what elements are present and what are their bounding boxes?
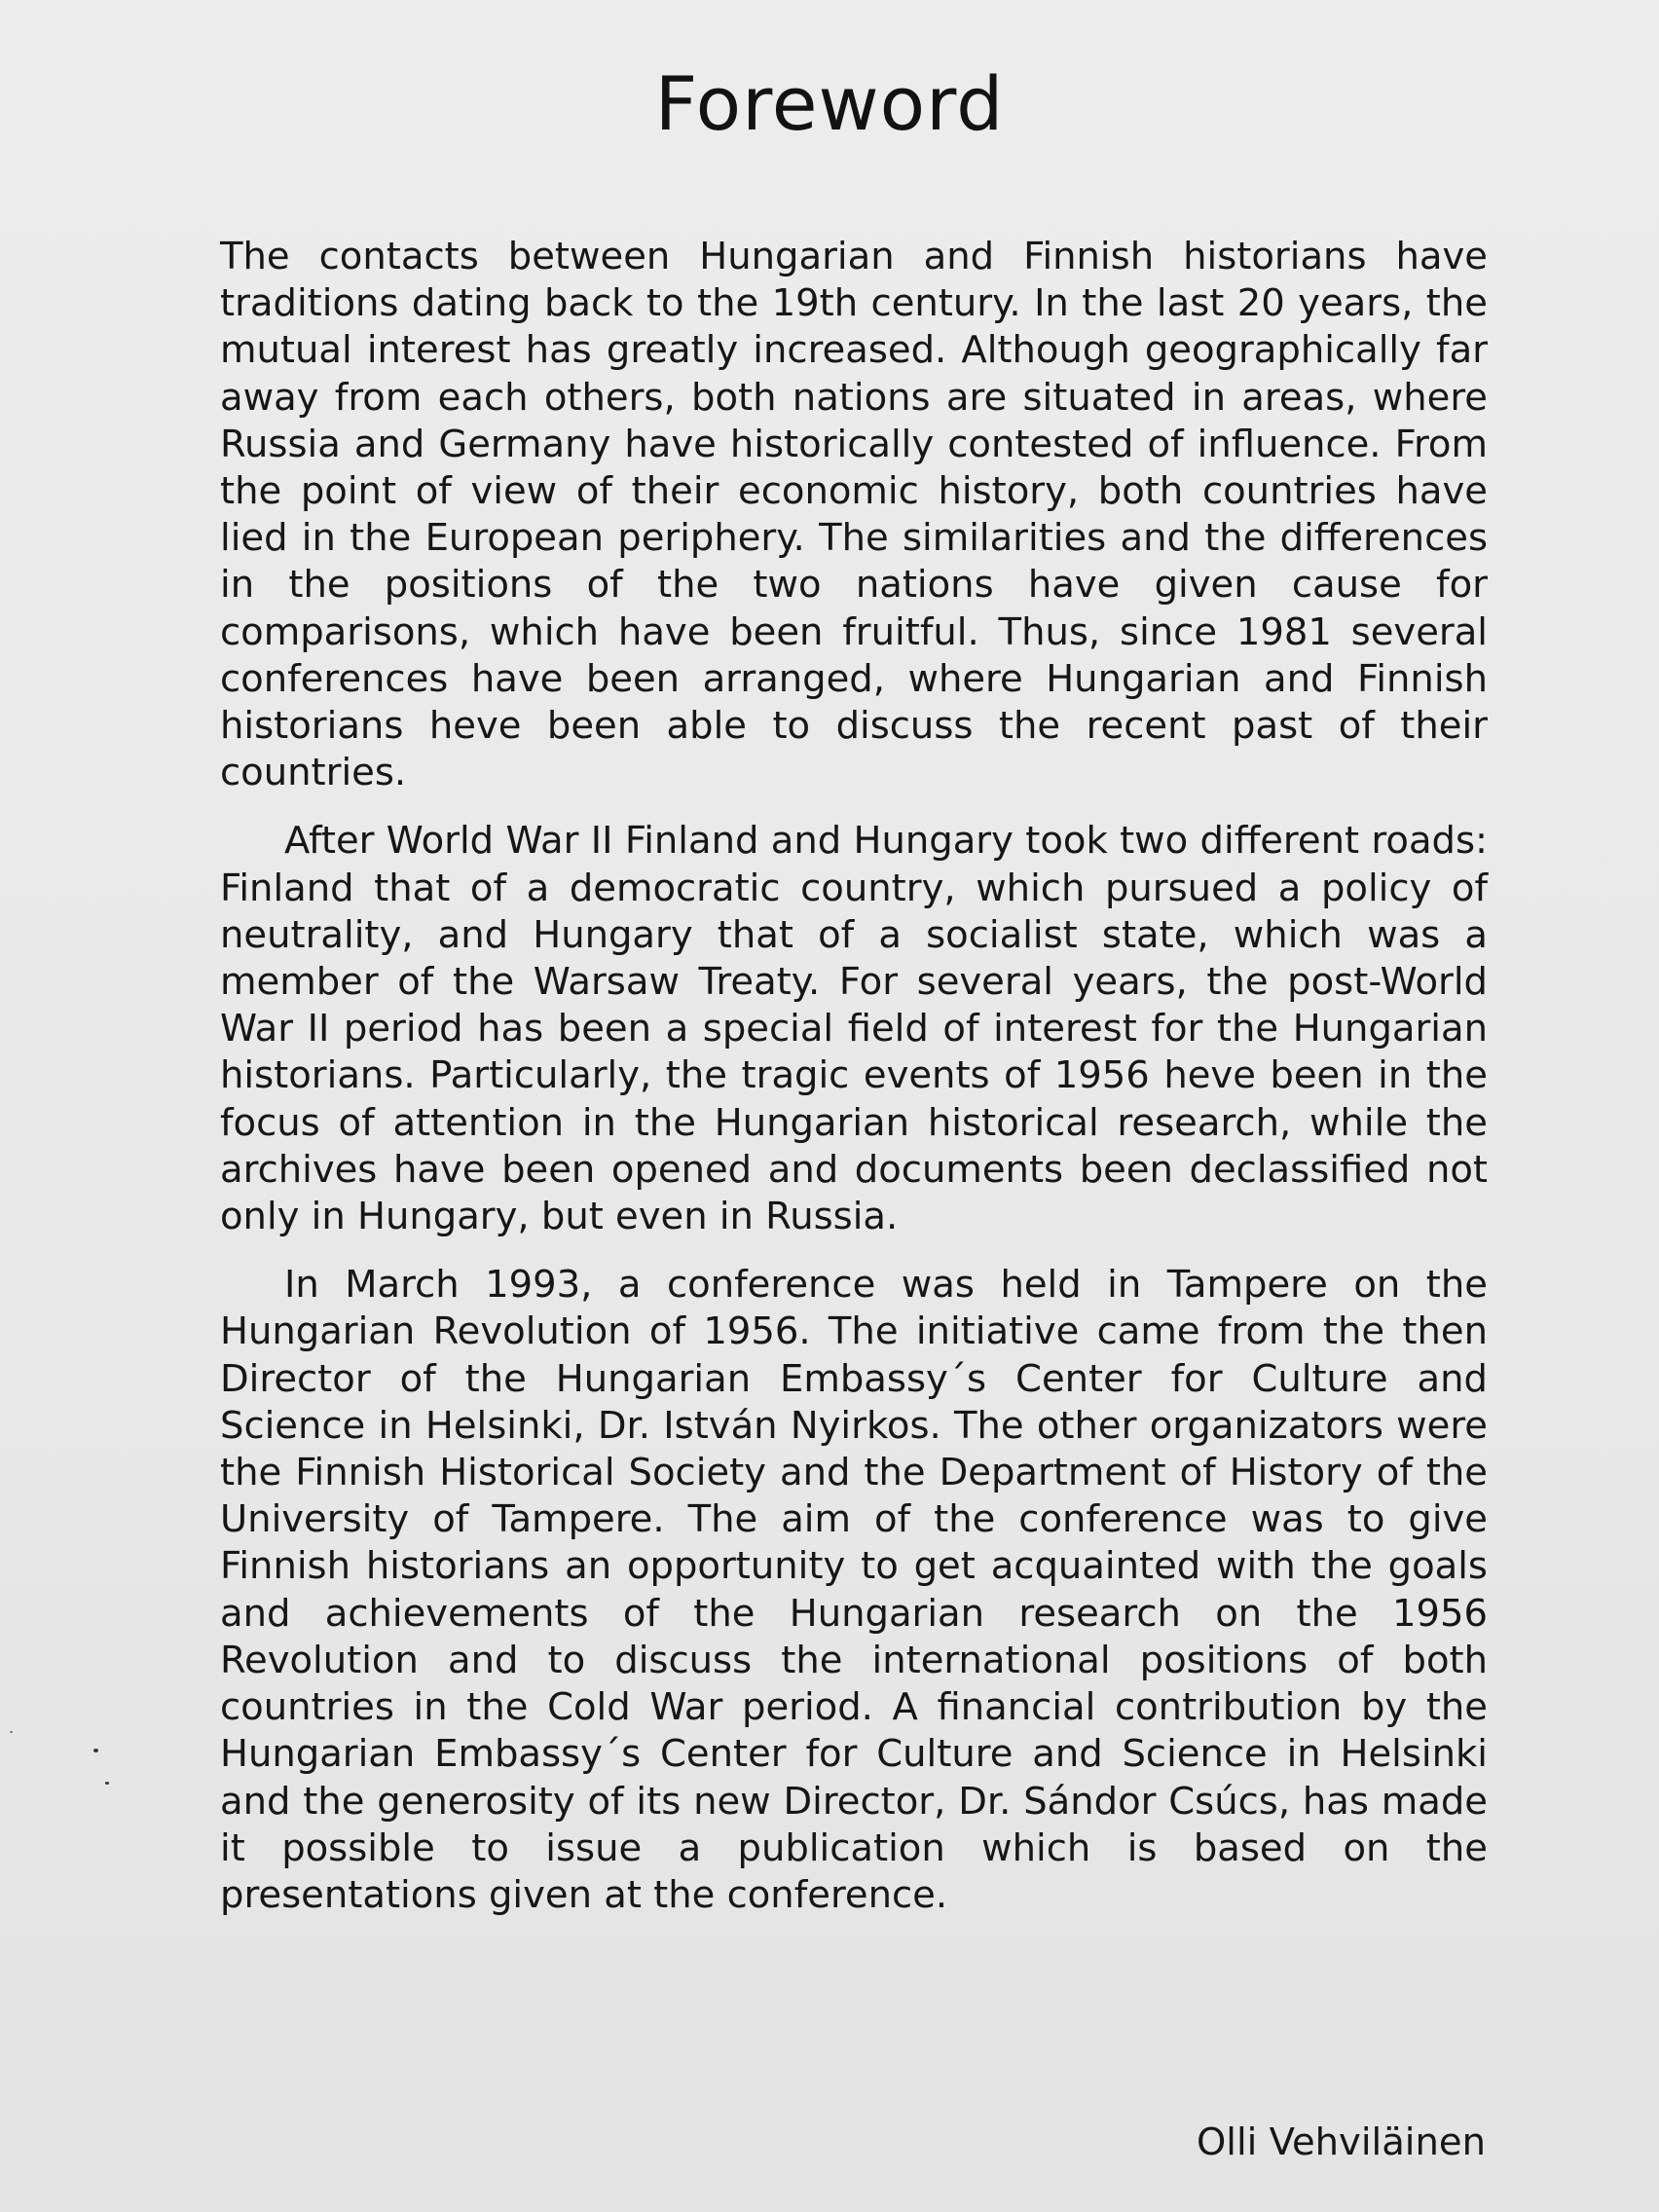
paragraph-3: In March 1993, a conference was held in Tampere on the Hungarian Revolution of 1956. The initiative came from the then Director of the Hungarian Embassy´s Center for Culture and Science in Helsinki, Dr. István Nyirkos. The other organizators were the Finnish Historical Society and the Department of History of the University of Tampere. The aim of the conference was to give Finnish historians an opportunity to get acquainted with the goals and achievements of the Hungarian research on the 1956 Revolution and to discuss the international positions of both countries in the Cold War period. A financial contribution by the Hungarian Embassy´s Center for Culture and Science in Helsinki and the generosity of its new Director, Dr. Sándor Csúcs, has made it possible to issue a publication which is based on the presentations given at the conference. bbox=[220, 1263, 1488, 1917]
paper-speck bbox=[93, 1749, 98, 1752]
paper-speck bbox=[105, 1782, 109, 1785]
foreword-body bbox=[220, 234, 1488, 1919]
page-title: Foreword bbox=[654, 60, 1005, 147]
author-signature: Olli Vehviläinen bbox=[1196, 2120, 1486, 2164]
paper-speck bbox=[10, 1731, 13, 1733]
paragraph-1: The contacts between Hungarian and Finnish historians have traditions dating back to the 19th century. In the last 20 years, the mutual interest has greatly increased. Although geographically far away from each others, both nations are situated in areas, where Russia and Germany have historically contested of influence. From the point of view of their economic history, both countries have lied in the European periphery. The similarities and the differences in the positions of the two nations have given cause for comparisons, which have been fruitful. Thus, since 1981 several conferences have been arranged, where Hungarian and Finnish historians heve been able to discuss the recent past of their countries. bbox=[220, 235, 1488, 795]
paragraph-2: After World War II Finland and Hungary took two different roads: Finland that of a democratic country, which pursued a policy of neutrality, and Hungary that of a socialist state, which was a member of the Warsaw Treaty. For several years, the post-World War II period has been a special field of interest for the Hungarian historians. Particularly, the tragic events of 1956 heve been in the focus of attention in the Hungarian historical research, while the archives have been opened and documents been declassified not only in Hungary, but even in Russia. bbox=[220, 819, 1488, 1239]
